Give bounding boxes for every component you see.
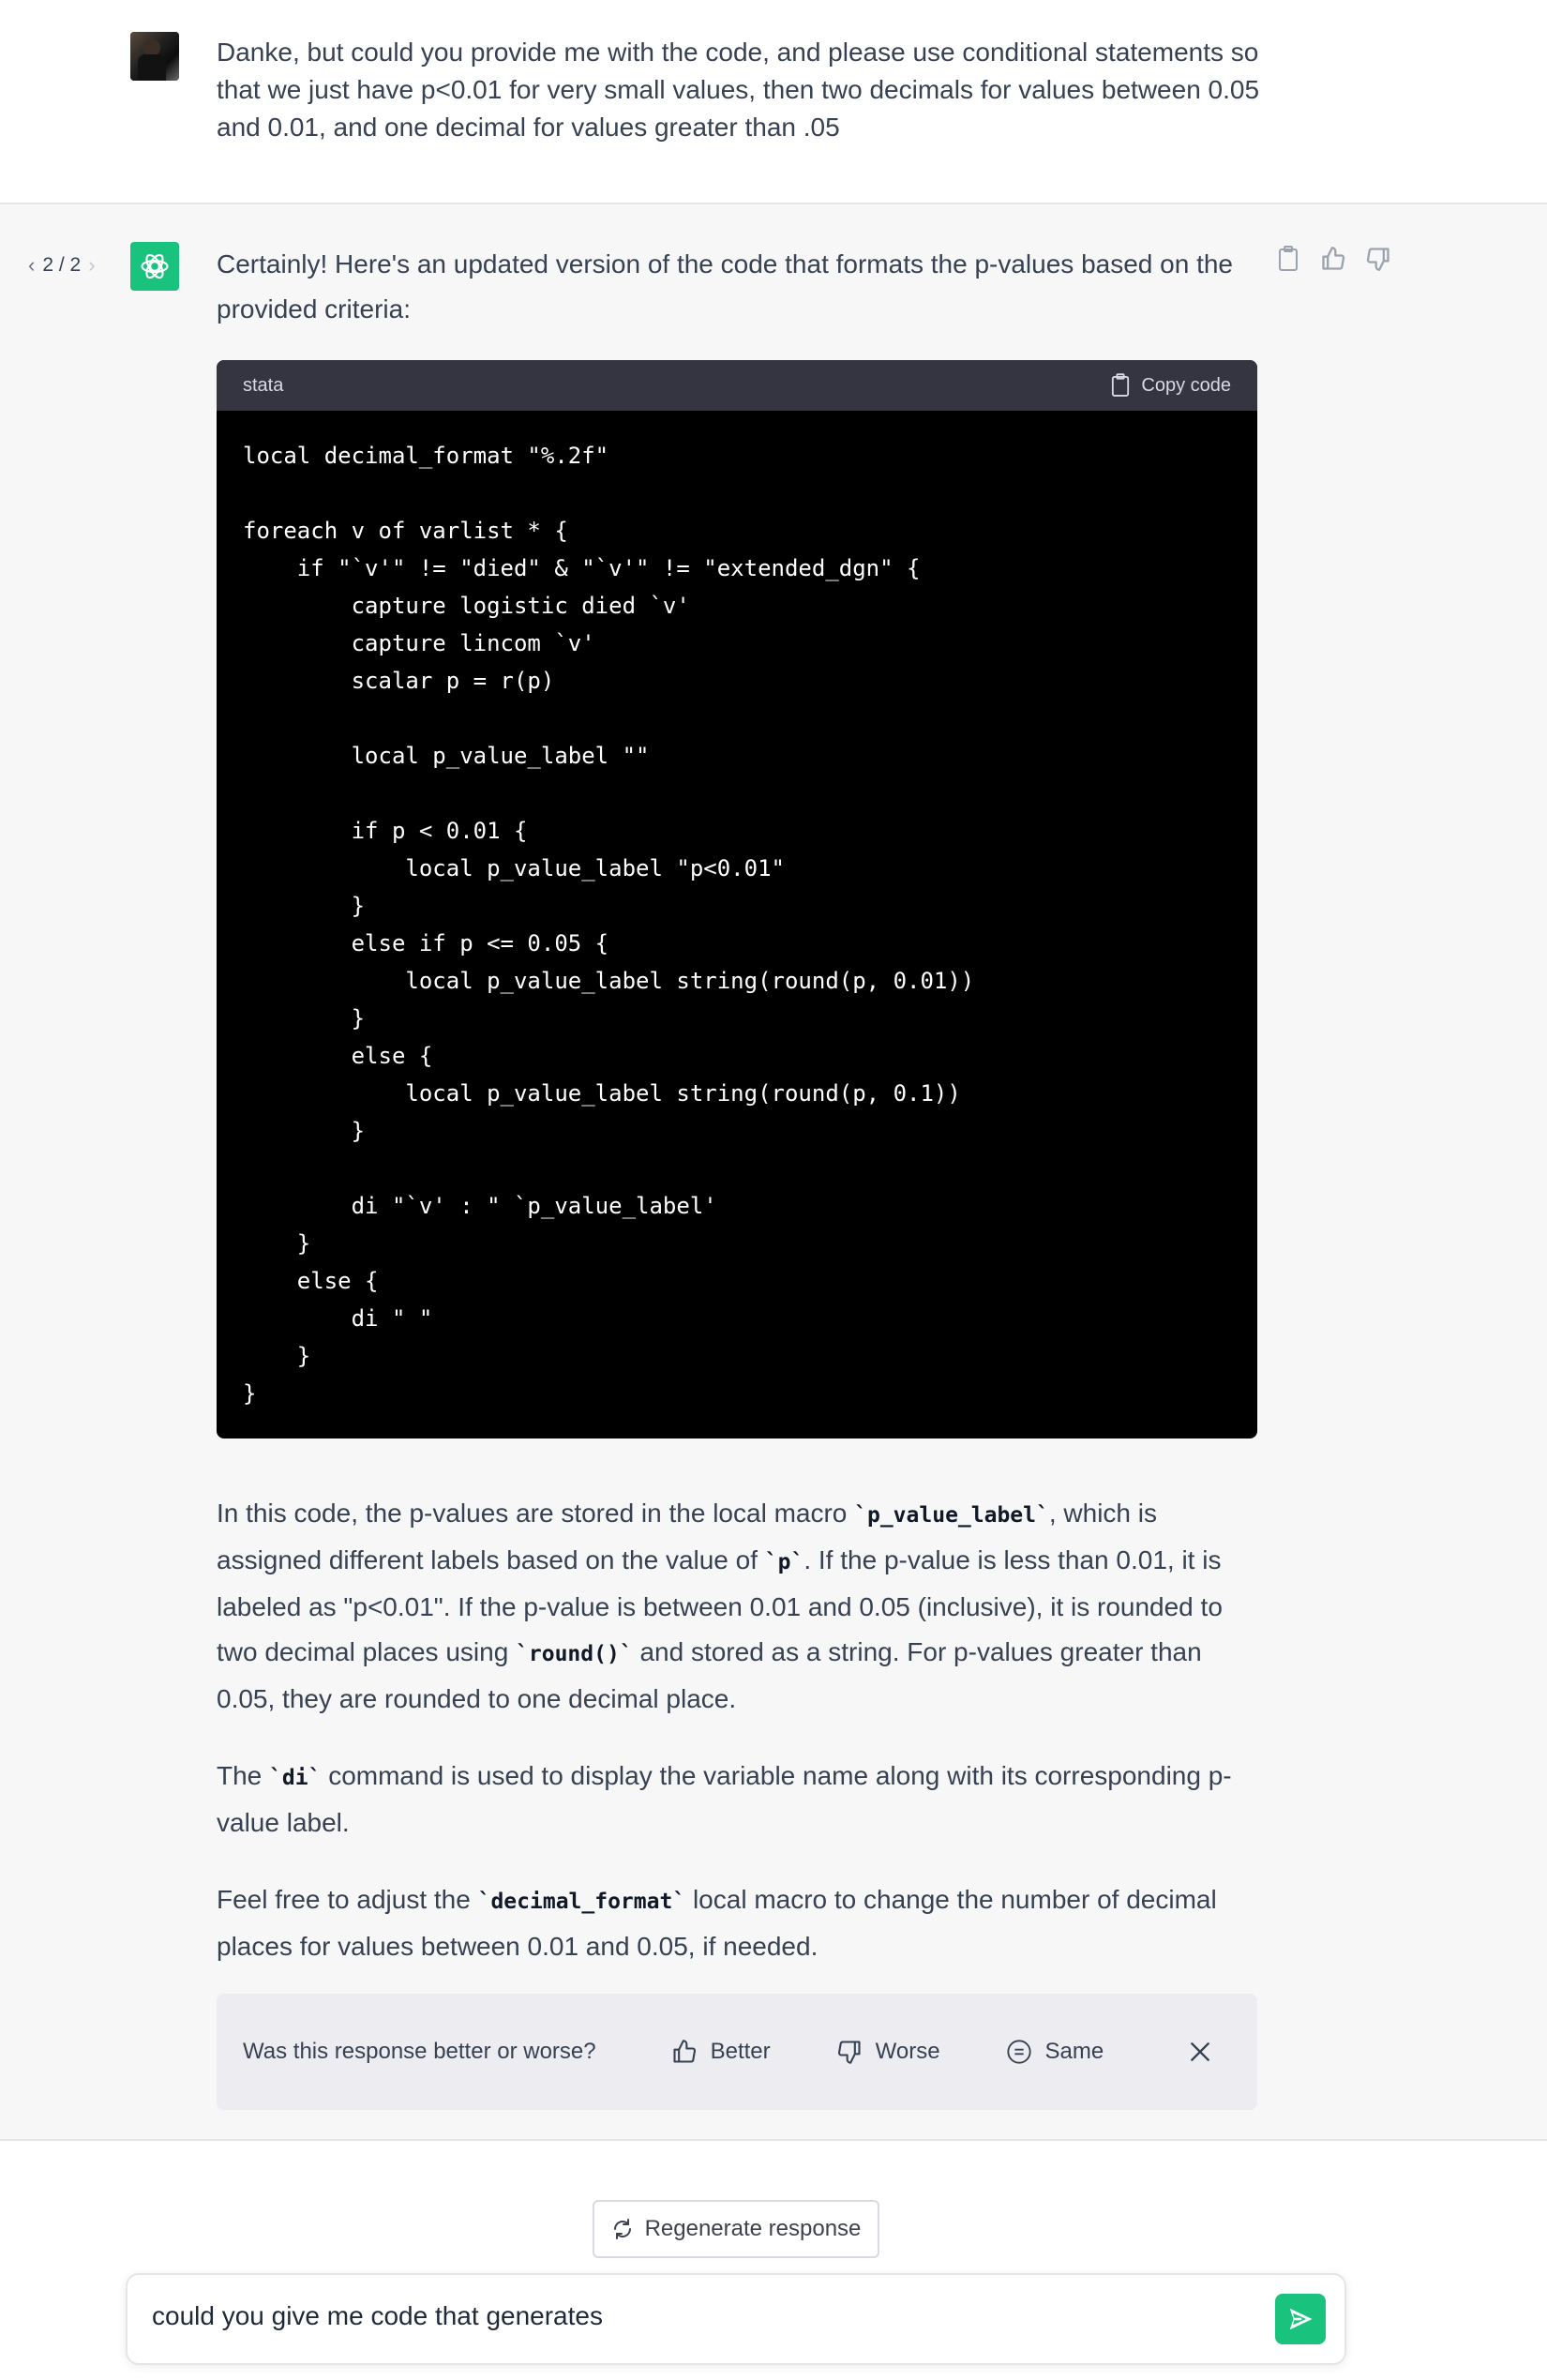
message-actions — [1275, 244, 1391, 274]
clipboard-icon — [1111, 373, 1130, 398]
explanation-paragraph-1 — [217, 1491, 1257, 1722]
regenerate-label: Regenerate response — [644, 2216, 862, 2241]
inline-code: `p_value_label` — [854, 1503, 1049, 1528]
user-message-text: Danke, but could you provide me with the code, and please use conditional statements so that we just have p<0.01 for very small values, then two decimals for values between 0.05 and 0.01, and one decimal for values greater than .05 — [217, 38, 1260, 142]
text-span: and stored as a string. For p-values greater than 0.05, they are rounded to one decimal place. — [217, 1637, 1202, 1713]
close-icon — [1188, 2040, 1212, 2064]
thumbs-up-icon[interactable] — [1320, 244, 1346, 274]
text-span: Feel free to adjust the — [217, 1885, 478, 1914]
inline-code: `round()` — [516, 1642, 633, 1666]
message-composer — [126, 2273, 1346, 2365]
same-button[interactable] — [1006, 2039, 1104, 2065]
send-button[interactable] — [1275, 2294, 1326, 2344]
equal-circle-icon — [1006, 2039, 1032, 2065]
feedback-question: Was this response better or worse? — [243, 2039, 596, 2064]
explanation-paragraph-3 — [217, 1877, 1257, 1969]
intro-paragraph: Certainly! Here's an updated version of the code that formats the p-values based on the provided criteria: — [217, 249, 1233, 324]
code-block — [217, 360, 1257, 1439]
same-label: Same — [1044, 2039, 1104, 2064]
worse-button[interactable] — [836, 2039, 940, 2065]
refresh-icon — [611, 2218, 634, 2240]
text-span: In this code, the p-values are stored in the local macro — [217, 1499, 855, 1528]
thumbs-down-icon[interactable] — [1365, 244, 1391, 274]
text-span: The — [217, 1761, 270, 1790]
inline-code: `p` — [764, 1550, 804, 1574]
feedback-bar — [217, 1994, 1257, 2110]
assistant-body — [217, 242, 1257, 2110]
copy-code-label: Copy code — [1141, 374, 1231, 396]
better-label: Better — [710, 2039, 771, 2064]
assistant-message — [0, 204, 1547, 2141]
better-button[interactable] — [671, 2039, 771, 2065]
user-message — [0, 0, 1547, 204]
inline-code: `decimal_format` — [477, 1890, 686, 1914]
code-text: local decimal_format "%.2f" foreach v of varlist * { if "`v'" != "died" & "`v'" != "extended_dgn" { capture logistic died `v' capture lincom `v' scalar p = r(p) local p_value_label "" if p < 0.01 { local p_value_label "p<0.01" } else if p <= 0.05 { local p_value_label string(round(p, 0.01)) } else { local p_value_label string(round(p, 0.1)) } di "`v' : " `p_value_label' } else { di " " } } — [243, 443, 975, 1407]
message-input[interactable] — [152, 2301, 1230, 2331]
text-span: local macro to change the number of decimal places for values between 0.01 and 0.05, if needed. — [217, 1885, 1217, 1961]
copy-message-icon[interactable] — [1275, 244, 1301, 274]
explanation — [217, 1491, 1257, 1969]
thumbs-down-icon — [836, 2039, 863, 2065]
pager-count: 2 / 2 — [42, 254, 82, 276]
regenerate-response-button[interactable] — [593, 2200, 879, 2258]
worse-label: Worse — [875, 2039, 940, 2064]
user-avatar — [130, 32, 179, 81]
code-header — [217, 360, 1257, 411]
text-span: , which is assigned different labels based on the value of — [217, 1499, 1158, 1574]
send-icon — [1286, 2305, 1314, 2333]
chevron-right-icon[interactable]: › — [88, 253, 96, 277]
copy-code-button[interactable] — [1111, 373, 1231, 398]
response-pager — [28, 253, 96, 278]
code-language: stata — [243, 374, 284, 396]
text-span: command is used to display the variable name along with its corresponding p-value label. — [217, 1761, 1232, 1837]
inline-code: `di` — [269, 1766, 322, 1790]
explanation-paragraph-2 — [217, 1754, 1257, 1845]
thumbs-up-icon — [671, 2039, 698, 2065]
text-span: . If the p-value is less than 0.01, it is labeled as "p<0.01". If the p-value is between 0.01 and 0.05 (inclusive), it is rounded to two decimal places using — [217, 1545, 1223, 1666]
close-feedback-button[interactable] — [1188, 2040, 1212, 2064]
assistant-logo-icon — [130, 242, 179, 291]
chevron-left-icon[interactable]: ‹ — [28, 253, 36, 277]
